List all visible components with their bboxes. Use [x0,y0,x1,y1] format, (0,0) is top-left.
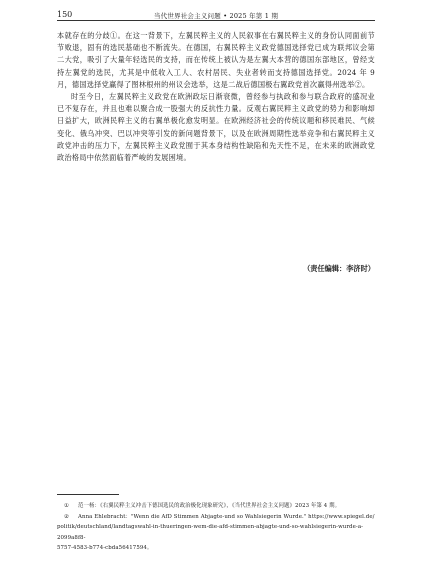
editor-note: （责任编辑：李济时） [303,264,375,273]
footnote-2-cont [57,522,375,543]
footnote-1-mark: ① [64,503,69,509]
paragraph-1: 本就存在的分歧①。在这一背景下，左翼民粹主义的人民叙事在右翼民粹主义的身份认同面前节节败退，固有的选民基础也不断流失。在德国，右翼民粹主义政党德国选择党已成为联邦议会第二大党，吸引了大量年轻选民的支持，而在传统上被认为是左翼大本营的德国东部地区，曾经支持左翼党的选民，尤其是中低收入工人、农村居民、失业者转而支持德国选择党。2024 年 9 月，德国选择党赢得了图林根州的州议会选举，这是二战后德国极右翼政党首次赢得州选举②。 [57,31,375,89]
footnote-2-mark: ② [64,513,69,520]
footnote-2 [57,512,375,523]
footnote-1 [57,501,375,512]
journal-title: 当代世界社会主义问题 • 2025 年第 1 期 [153,12,279,20]
header-rule [57,20,375,21]
paragraph-2: 时至今日，左翼民粹主义政党在欧洲政坛日渐衰微，曾经参与执政和参与联合政府的盛况业已不复存在，并且也难以聚合成一股强大的反抗性力量。反观右翼民粹主义政党的势力和影响却日益扩大，欧洲民粹主义的右翼单极化愈发明显。在欧洲经济社会的传统议题和移民难民、气候变化、俄乌冲突、巴以冲突等引发的新问题背景下，以及在欧洲周期性选举竞争和右翼民粹主义政党冲击的压力下，左翼民粹主义政党囿于其本身结构性缺陷和先天性不足，在未来的欧洲政党政治格局中依然面临着严峻的发展困境。 [57,92,375,163]
footnotes [57,501,375,554]
footnote-2-cont-2 [57,543,375,554]
footnote-2-text-line1: Anna Ehlebracht："Wenn die AfD Stimmen Abjagte-und so Wahlsiegerin Wurde." https://www.spiegel.de/ [78,513,375,520]
article-body [57,30,375,164]
footnote-2-text-line2: politik/deutschland/landtagswahl-in-thueringen-wem-die-afd-stimmen-abjagte-und-so-wahlsiegerin-wurde-a-2099a8f8- [57,524,364,541]
footnote-2-text-line3: 5757-4583-b774-cbda56417594。 [57,545,153,552]
footnote-rule [57,494,119,495]
footnote-1-text: 范一杨：《右翼民粹主义冲击下德国选民的政治极化现象研究》，《当代世界社会主义问题》2023 年第 4 期。 [78,503,341,509]
page-number: 150 [57,10,73,19]
